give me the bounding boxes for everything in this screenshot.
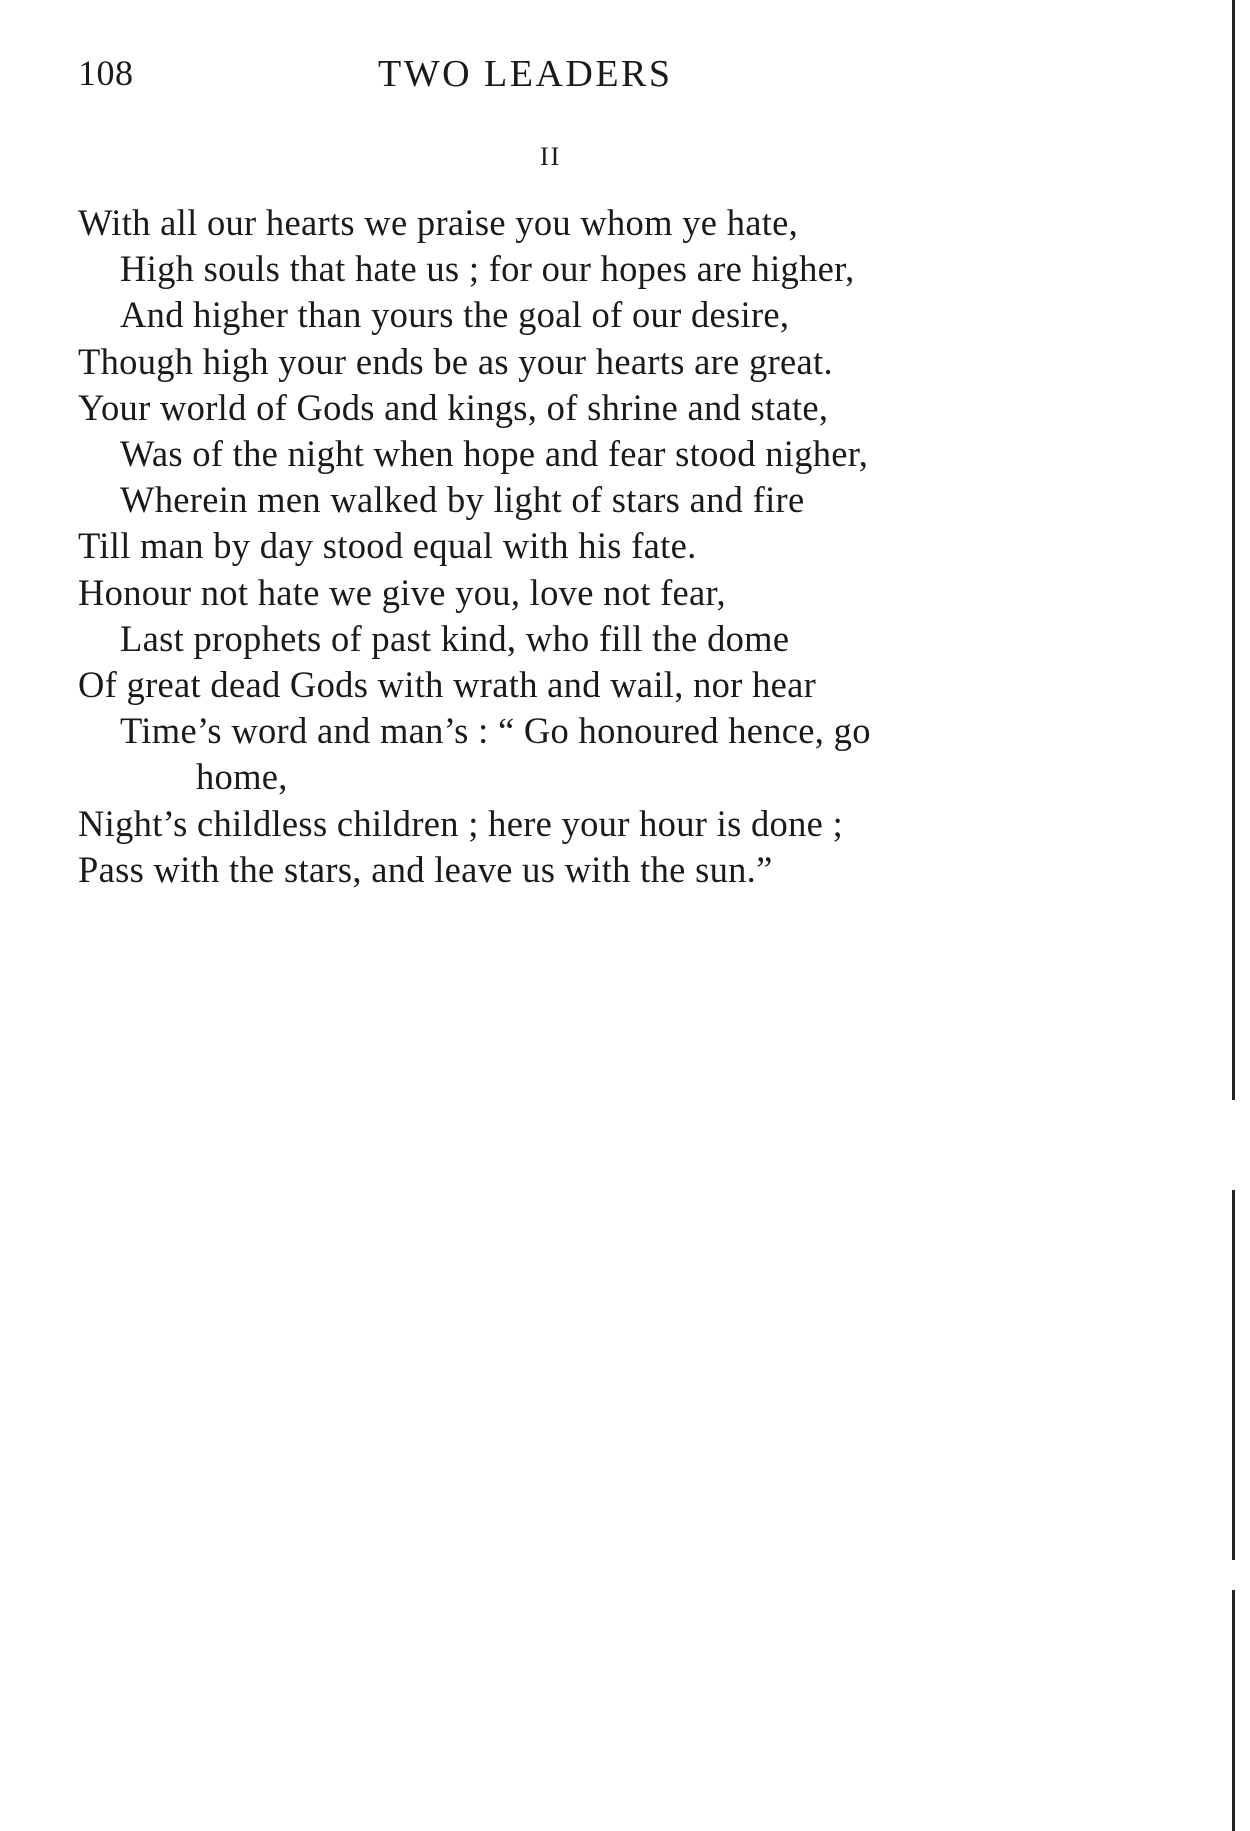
poem-line: Till man by day stood equal with his fate.: [78, 525, 697, 567]
poem-line: Time’s word and man’s : “ Go honoured hence, go: [120, 710, 871, 752]
poem-body: [78, 200, 1078, 893]
page-edge-gap: [1228, 1560, 1238, 1590]
poem-line: Honour not hate we give you, love not fear,: [78, 571, 726, 613]
poem-line: Of great dead Gods with wrath and wail, nor hear: [78, 664, 817, 706]
poem-line: Last prophets of past kind, who fill the dome: [120, 617, 790, 659]
poem-line: High souls that hate us ; for our hopes are higher,: [120, 248, 855, 290]
poem-line: With all our hearts we praise you whom ye hate,: [78, 202, 799, 243]
running-title: TWO LEADERS: [378, 53, 673, 95]
poem-line: home,: [196, 756, 288, 798]
poem-line: Was of the night when hope and fear stood nigher,: [120, 433, 869, 475]
poem-line: Pass with the stars, and leave us with the sun.”: [78, 848, 773, 890]
page-number: 108: [78, 53, 134, 93]
running-head: [78, 52, 1098, 102]
page-edge-gap: [1228, 1100, 1238, 1190]
poem-line: Though high your ends be as your hearts are great.: [78, 340, 833, 382]
poem-line: And higher than yours the goal of our desire,: [120, 294, 790, 336]
section-numeral: II: [540, 142, 562, 171]
page-edge-shadow: [1232, 0, 1235, 1831]
poem-line: Your world of Gods and kings, of shrine and state,: [78, 386, 829, 428]
poem-line: Night’s childless children ; here your hour is done ;: [78, 802, 844, 844]
poem-line: Wherein men walked by light of stars and fire: [120, 479, 805, 521]
